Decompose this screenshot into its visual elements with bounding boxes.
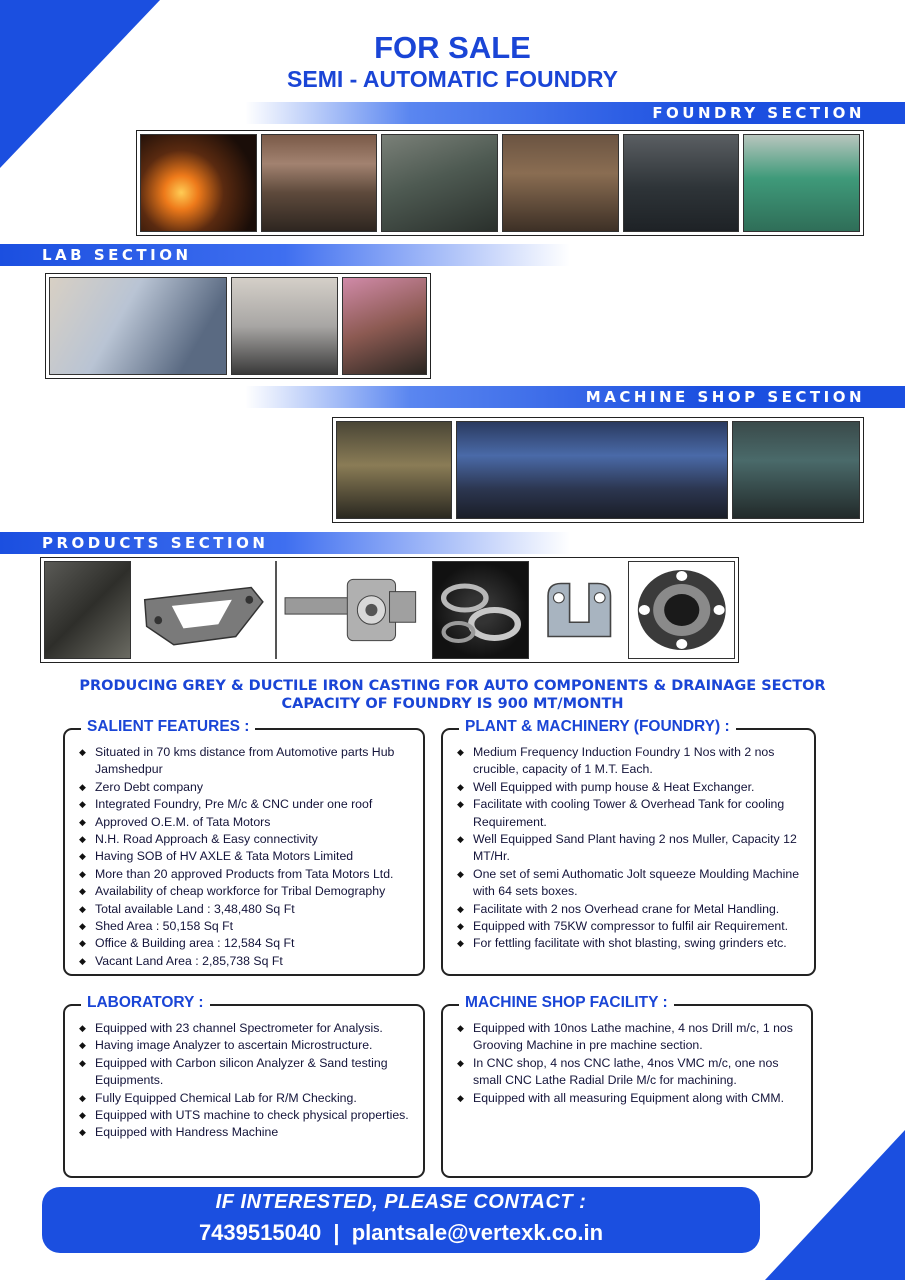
machine-shop-title: MACHINE SHOP FACILITY : — [459, 994, 674, 1012]
list-item: ◆ Having image Analyzer to ascertain Microstructure. — [79, 1037, 413, 1054]
foundry-photo-equipment — [743, 134, 860, 232]
list-item: ◆ Shed Area : 50,158 Sq Ft — [79, 918, 413, 935]
list-item: ◆ Facilitate with cooling Tower & Overhead Tank for cooling Requirement. — [457, 796, 804, 831]
laboratory-box — [63, 994, 425, 1178]
list-item: ◆ More than 20 approved Products from Tata Motors Ltd. — [79, 866, 413, 883]
list-item: ◆ Equipped with Handress Machine — [79, 1124, 413, 1141]
foundry-photo-strip — [136, 130, 864, 236]
list-item: ◆ Equipped with 10nos Lathe machine, 4 nos Drill m/c, 1 nos Grooving Machine in pre machine section. — [457, 1020, 801, 1055]
machine-shop-list — [457, 1020, 801, 1107]
salient-features-box — [63, 718, 425, 976]
plant-machinery-list — [457, 744, 804, 953]
products-section-label: PRODUCTS SECTION — [42, 534, 269, 552]
list-item: ◆ Zero Debt company — [79, 779, 413, 796]
product-photo-clevis — [533, 561, 623, 659]
contact-details — [42, 1220, 760, 1246]
list-item: ◆ Vacant Land Area : 2,85,738 Sq Ft — [79, 953, 413, 970]
lab-photo-analyzer — [231, 277, 338, 375]
list-item: ◆ Equipped with all measuring Equipment along with CMM. — [457, 1090, 801, 1107]
lab-photo-microscope — [342, 277, 427, 375]
lab-photo-spectrometer — [49, 277, 227, 375]
product-photo-casting — [44, 561, 131, 659]
list-item: ◆ For fettling facilitate with shot blasting, swing grinders etc. — [457, 935, 804, 952]
list-item: ◆ Equipped with 23 channel Spectrometer for Analysis. — [79, 1020, 413, 1037]
machine-shop-photo-cnc — [456, 421, 728, 519]
product-photo-bracket — [135, 561, 271, 659]
machine-shop-section-label: MACHINE SHOP SECTION — [585, 388, 865, 406]
machine-shop-photo-lathe — [336, 421, 452, 519]
list-item: ◆ Fully Equipped Chemical Lab for R/M Checking. — [79, 1090, 413, 1107]
lab-photo-strip — [45, 273, 431, 379]
list-item: ◆ Medium Frequency Induction Foundry 1 Nos with 2 nos crucible, capacity of 1 M.T. Each. — [457, 744, 804, 779]
product-photo-rings — [432, 561, 529, 659]
list-item: ◆ Approved O.E.M. of Tata Motors — [79, 814, 413, 831]
page-title: FOR SALE — [374, 30, 531, 65]
contact-phone[interactable]: 7439515040 — [198, 1220, 322, 1245]
foundry-photo-floor — [502, 134, 619, 232]
list-item: ◆ Facilitate with 2 nos Overhead crane for Metal Handling. — [457, 901, 804, 918]
list-item: ◆ Well Equipped Sand Plant having 2 nos Muller, Capacity 12 MT/Hr. — [457, 831, 804, 866]
contact-banner — [42, 1187, 760, 1253]
products-section-banner — [0, 532, 570, 554]
laboratory-list — [79, 1020, 413, 1142]
list-item: ◆ Equipped with Carbon silicon Analyzer & Sand testing Equipments. — [79, 1055, 413, 1090]
contact-heading: IF INTERESTED, PLEASE CONTACT : — [215, 1191, 587, 1213]
list-item: ◆ Equipped with 75KW compressor to fulfil air Requirement. — [457, 918, 804, 935]
list-item: ◆ N.H. Road Approach & Easy connectivity — [79, 831, 413, 848]
list-item: ◆ Office & Building area : 12,584 Sq Ft — [79, 935, 413, 952]
foundry-section-label: FOUNDRY SECTION — [652, 104, 865, 122]
salient-features-title: SALIENT FEATURES : — [81, 718, 255, 736]
page-subtitle: SEMI - AUTOMATIC FOUNDRY — [287, 66, 618, 92]
tagline-capacity: CAPACITY OF FOUNDRY IS 900 MT/MONTH — [281, 696, 624, 712]
list-item: ◆ Situated in 70 kms distance from Automotive parts Hub Jamshedpur — [79, 744, 413, 779]
list-item: ◆ Total available Land : 3,48,480 Sq Ft — [79, 901, 413, 918]
plant-machinery-box — [441, 718, 816, 976]
machine-shop-section-banner — [245, 386, 905, 408]
laboratory-title: LABORATORY : — [81, 994, 210, 1012]
lab-section-banner — [0, 244, 570, 266]
foundry-photo-worker — [623, 134, 740, 232]
product-photo-housing — [275, 561, 428, 659]
lab-section-label: LAB SECTION — [42, 246, 192, 264]
foundry-section-banner — [245, 102, 905, 124]
machine-shop-photo-strip — [332, 417, 864, 523]
list-item: ◆ Well Equipped with pump house & Heat Exchanger. — [457, 779, 804, 796]
list-item: ◆ In CNC shop, 4 nos CNC lathe, 4nos VMC m/c, one nos small CNC Lathe Radial Drile M/c for machining. — [457, 1055, 801, 1090]
foundry-photo-shed — [261, 134, 378, 232]
contact-separator: | — [333, 1220, 340, 1245]
tagline-products: PRODUCING GREY & DUCTILE IRON CASTING FOR AUTO COMPONENTS & DRAINAGE SECTOR — [79, 678, 826, 694]
machine-shop-photo-vmc — [732, 421, 860, 519]
foundry-photo-machinery — [381, 134, 498, 232]
list-item: ◆ Availability of cheap workforce for Tribal Demography — [79, 883, 413, 900]
machine-shop-box — [441, 994, 813, 1178]
list-item: ◆ Integrated Foundry, Pre M/c & CNC under one roof — [79, 796, 413, 813]
salient-features-list — [79, 744, 413, 970]
product-photo-hub — [628, 561, 735, 659]
plant-machinery-title: PLANT & MACHINERY (FOUNDRY) : — [459, 718, 736, 736]
contact-email[interactable]: plantsale@vertexk.co.in — [351, 1220, 604, 1245]
list-item: ◆ Having SOB of HV AXLE & Tata Motors Limited — [79, 848, 413, 865]
foundry-photo-pouring — [140, 134, 257, 232]
list-item: ◆ One set of semi Authomatic Jolt squeeze Moulding Machine with 64 sets boxes. — [457, 866, 804, 901]
list-item: ◆ Equipped with UTS machine to check physical properties. — [79, 1107, 413, 1124]
products-photo-strip — [40, 557, 739, 663]
